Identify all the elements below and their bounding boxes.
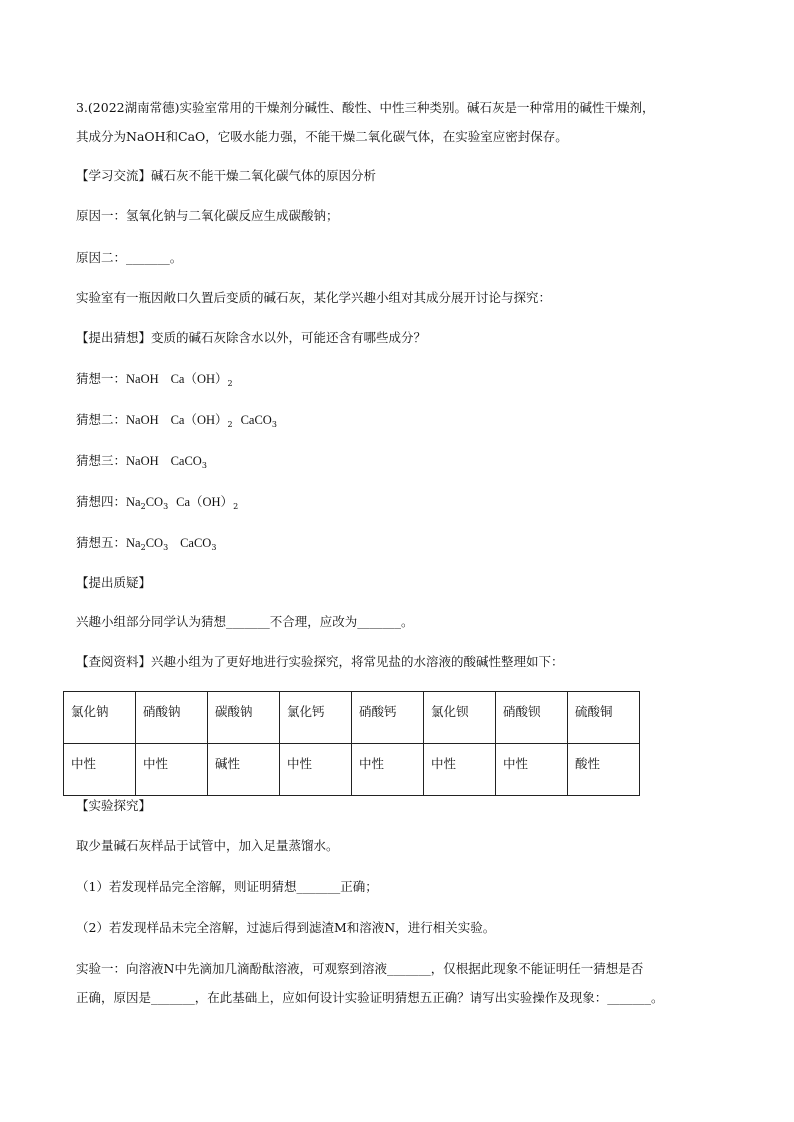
experiment-1-line-1: 实验一：向溶液N中先滴加几滴酚酞溶液，可观察到溶液_______，仅根据此现象不能证明任一猜想是否 bbox=[76, 961, 644, 976]
table-cell: 硫酸铜 bbox=[568, 692, 640, 744]
subscript: 3 bbox=[211, 543, 217, 552]
formula: Na bbox=[126, 495, 141, 509]
experiment-1-line-2: 正确，原因是_______，在此基础上，应如何设计实验证明猜想五正确？请写出实验操作及现象：_______。 bbox=[76, 990, 664, 1005]
table-cell: 氯化钠 bbox=[64, 692, 136, 744]
experiment-part-2: （2）若发现样品未完全溶解，过滤后得到滤渣M和溶液N，进行相关实验。 bbox=[76, 920, 496, 935]
hypothesis-4 bbox=[76, 492, 238, 511]
formula: NaOH bbox=[126, 372, 159, 386]
table-cell: 中性 bbox=[136, 744, 208, 796]
formula: CO bbox=[145, 536, 164, 550]
formula: Ca（OH） bbox=[170, 372, 228, 386]
subscript: 2 bbox=[233, 502, 239, 511]
subscript: 3 bbox=[201, 461, 207, 470]
hypothesis-label: 猜想一： bbox=[76, 371, 127, 386]
hypothesis-label: 猜想三： bbox=[76, 453, 127, 468]
table-cell: 硝酸钠 bbox=[136, 692, 208, 744]
reason-2: 原因二：_______。 bbox=[76, 250, 183, 265]
subscript: 3 bbox=[163, 543, 169, 552]
doubt-text: 兴趣小组部分同学认为猜想_______不合理，应改为_______。 bbox=[76, 614, 414, 629]
study-heading: 【学习交流】碱石灰不能干燥二氧化碳气体的原因分析 bbox=[76, 168, 377, 183]
table-cell: 硝酸钙 bbox=[352, 692, 424, 744]
subscript: 2 bbox=[227, 420, 233, 429]
formula: CaCO bbox=[170, 454, 202, 468]
formula: CO bbox=[145, 495, 164, 509]
hypothesis-label: 猜想五： bbox=[76, 535, 127, 550]
table-row bbox=[64, 744, 640, 796]
formula: Ca（OH） bbox=[170, 413, 228, 427]
hypothesis-2 bbox=[76, 410, 277, 429]
lookup-heading: 【查阅资料】兴趣小组为了更好地进行实验探究，将常见盐的水溶液的酸碱性整理如下： bbox=[76, 654, 564, 669]
table-cell: 中性 bbox=[64, 744, 136, 796]
table-cell: 中性 bbox=[352, 744, 424, 796]
table-row bbox=[64, 692, 640, 744]
formula: Na bbox=[126, 536, 141, 550]
subscript: 3 bbox=[271, 420, 277, 429]
table-cell: 硝酸钡 bbox=[496, 692, 568, 744]
table-cell: 酸性 bbox=[568, 744, 640, 796]
formula: NaOH bbox=[126, 454, 159, 468]
table-cell: 中性 bbox=[280, 744, 352, 796]
subscript: 2 bbox=[140, 502, 146, 511]
doubt-heading: 【提出质疑】 bbox=[76, 575, 152, 590]
question-line-1: 3.(2022湖南常德)实验室常用的干燥剂分碱性、酸性、中性三种类别。碱石灰是一种常用的碱性干燥剂， bbox=[76, 100, 655, 115]
hypothesis-3 bbox=[76, 451, 207, 470]
experiment-heading: 【实验探究】 bbox=[76, 798, 152, 813]
formula: Ca（OH） bbox=[176, 495, 234, 509]
reason-1: 原因一：氢氧化钠与二氧化碳反应生成碳酸钠； bbox=[76, 208, 339, 223]
question-line-2: 其成分为NaOH和CaO，它吸水能力强，不能干燥二氧化碳气体，在实验室应密封保存。 bbox=[76, 129, 568, 144]
experiment-step: 取少量碱石灰样品于试管中，加入足量蒸馏水。 bbox=[76, 838, 339, 853]
table-cell: 碱性 bbox=[208, 744, 280, 796]
table-cell: 中性 bbox=[424, 744, 496, 796]
subscript: 3 bbox=[163, 502, 169, 511]
table-cell: 碳酸钠 bbox=[208, 692, 280, 744]
hypothesis-label: 猜想四： bbox=[76, 494, 127, 509]
table-cell: 中性 bbox=[496, 744, 568, 796]
formula: NaOH bbox=[126, 413, 159, 427]
salt-property-table bbox=[63, 691, 640, 796]
intro-text: 实验室有一瓶因敞口久置后变质的碱石灰，某化学兴趣小组对其成分展开讨论与探究： bbox=[76, 290, 552, 305]
hypothesis-label: 猜想二： bbox=[76, 412, 127, 427]
formula: CaCO bbox=[180, 536, 212, 550]
table-cell: 氯化钙 bbox=[280, 692, 352, 744]
experiment-part-1: （1）若发现样品完全溶解，则证明猜想_______正确； bbox=[76, 879, 378, 894]
hypothesis-1 bbox=[76, 369, 233, 388]
hypothesis-5 bbox=[76, 533, 216, 552]
formula: CaCO bbox=[240, 413, 272, 427]
subscript: 2 bbox=[140, 543, 146, 552]
table-cell: 氯化钡 bbox=[424, 692, 496, 744]
subscript: 2 bbox=[227, 379, 233, 388]
hypothesis-heading: 【提出猜想】变质的碱石灰除含水以外，可能还含有哪些成分？ bbox=[76, 330, 427, 345]
